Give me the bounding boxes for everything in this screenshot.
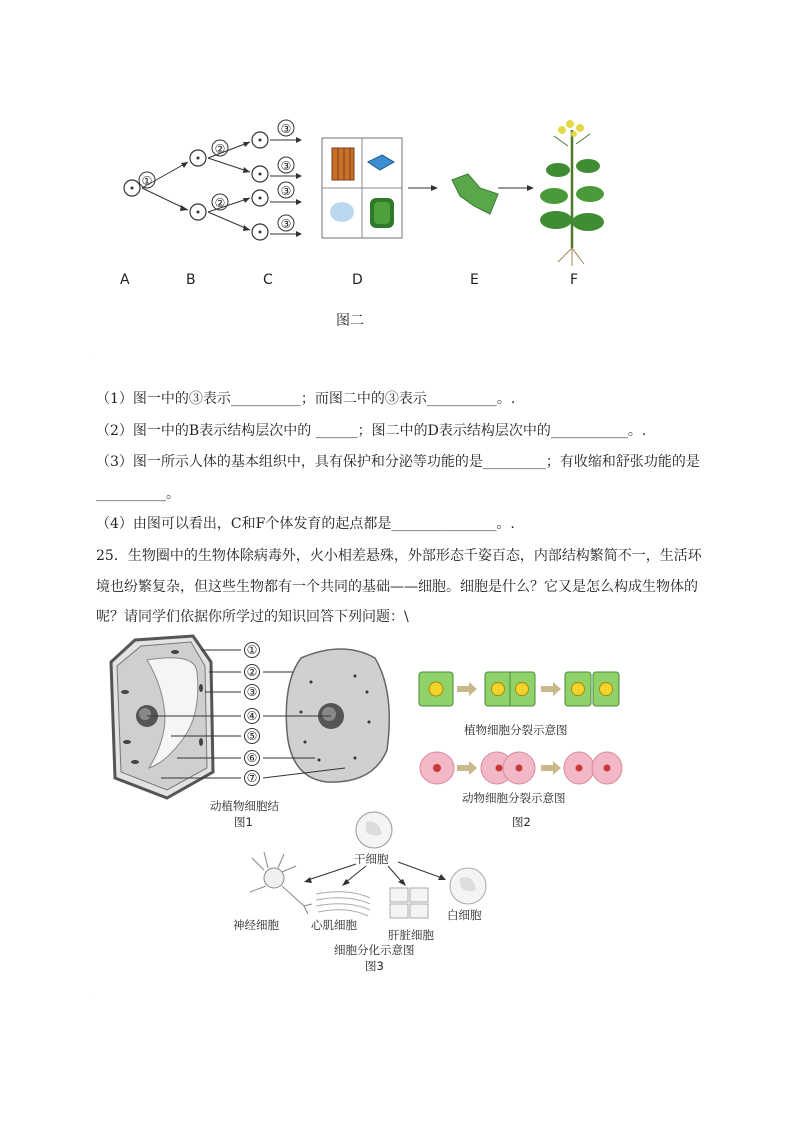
svg-text:③: ③: [280, 217, 292, 231]
fig1-caption: 动植物细胞结: [210, 799, 279, 813]
label-f: F: [570, 272, 579, 288]
label-b: B: [186, 272, 196, 288]
q25-line-2: 境也纷繁复杂，但这些生物都有一个共同的基础——细胞。细胞是什么？它又是怎么构成生物体的: [96, 579, 698, 595]
q25-line-3: 呢？请同学们依据你所学过的知识回答下列问题：\: [96, 609, 409, 625]
svg-text:③: ③: [280, 122, 292, 136]
q25-line-1: 25．生物圈中的生物体除病毒外，火小相差悬殊，外部形态千姿百态，内部结构繁简不一，生活环: [96, 548, 702, 564]
label-c: C: [263, 272, 273, 288]
label-e: E: [470, 272, 479, 288]
fig2-label: 图2: [512, 815, 531, 829]
svg-text:②: ②: [214, 196, 226, 210]
svg-text:②: ②: [214, 142, 226, 156]
fig2-animal-caption: 动物细胞分裂示意图: [462, 791, 566, 805]
svg-text:③: ③: [280, 159, 292, 173]
svg-text:③: ③: [280, 184, 292, 198]
fig3-caption: 细胞分化示意图: [334, 943, 415, 957]
svg-text:⑤: ⑤: [246, 729, 258, 743]
label-a: A: [120, 272, 130, 288]
svg-text:④: ④: [246, 709, 258, 723]
question-4: （4）由图可以看出，C和F个体发育的起点都是_______________。.: [96, 516, 515, 532]
figure-two-caption: 图二: [336, 313, 364, 329]
cell-structure-diagram: [105, 632, 405, 802]
svg-text:②: ②: [246, 665, 258, 679]
svg-text:③: ③: [246, 685, 258, 699]
fig3-white-cell: 白细胞: [447, 908, 482, 922]
mark-1: ①: [141, 174, 153, 188]
fig3-heart-cell: 心肌细胞: [311, 918, 357, 932]
question-1: （1）图一中的③表示__________；而图二中的③表示__________。.: [96, 391, 516, 407]
fig2-plant-caption: 植物细胞分裂示意图: [464, 723, 568, 737]
fig3-label: 图3: [365, 959, 384, 973]
question-3: （3）图一所示人体的基本组织中，具有保护和分泌等功能的是_________；有收缩和舒张功能的是: [96, 454, 700, 470]
svg-text:⑥: ⑥: [246, 751, 258, 765]
question-3-continued: __________。: [96, 486, 180, 502]
leaf: [452, 174, 498, 214]
fig3-nerve-cell: 神经细胞: [233, 918, 279, 932]
fig1-label: 图1: [234, 815, 253, 829]
label-d: D: [352, 272, 363, 288]
question-2: （2）图一中的B表示结构层次中的 ______；图二中的D表示结构层次中的___________。.: [96, 423, 647, 439]
fig3-liver-cell: 肝脏细胞: [388, 928, 434, 942]
fig3-stem-cell: 干细胞: [354, 852, 389, 866]
svg-text:⑦: ⑦: [246, 771, 258, 785]
svg-text:①: ①: [246, 643, 258, 657]
plant: [540, 120, 604, 266]
